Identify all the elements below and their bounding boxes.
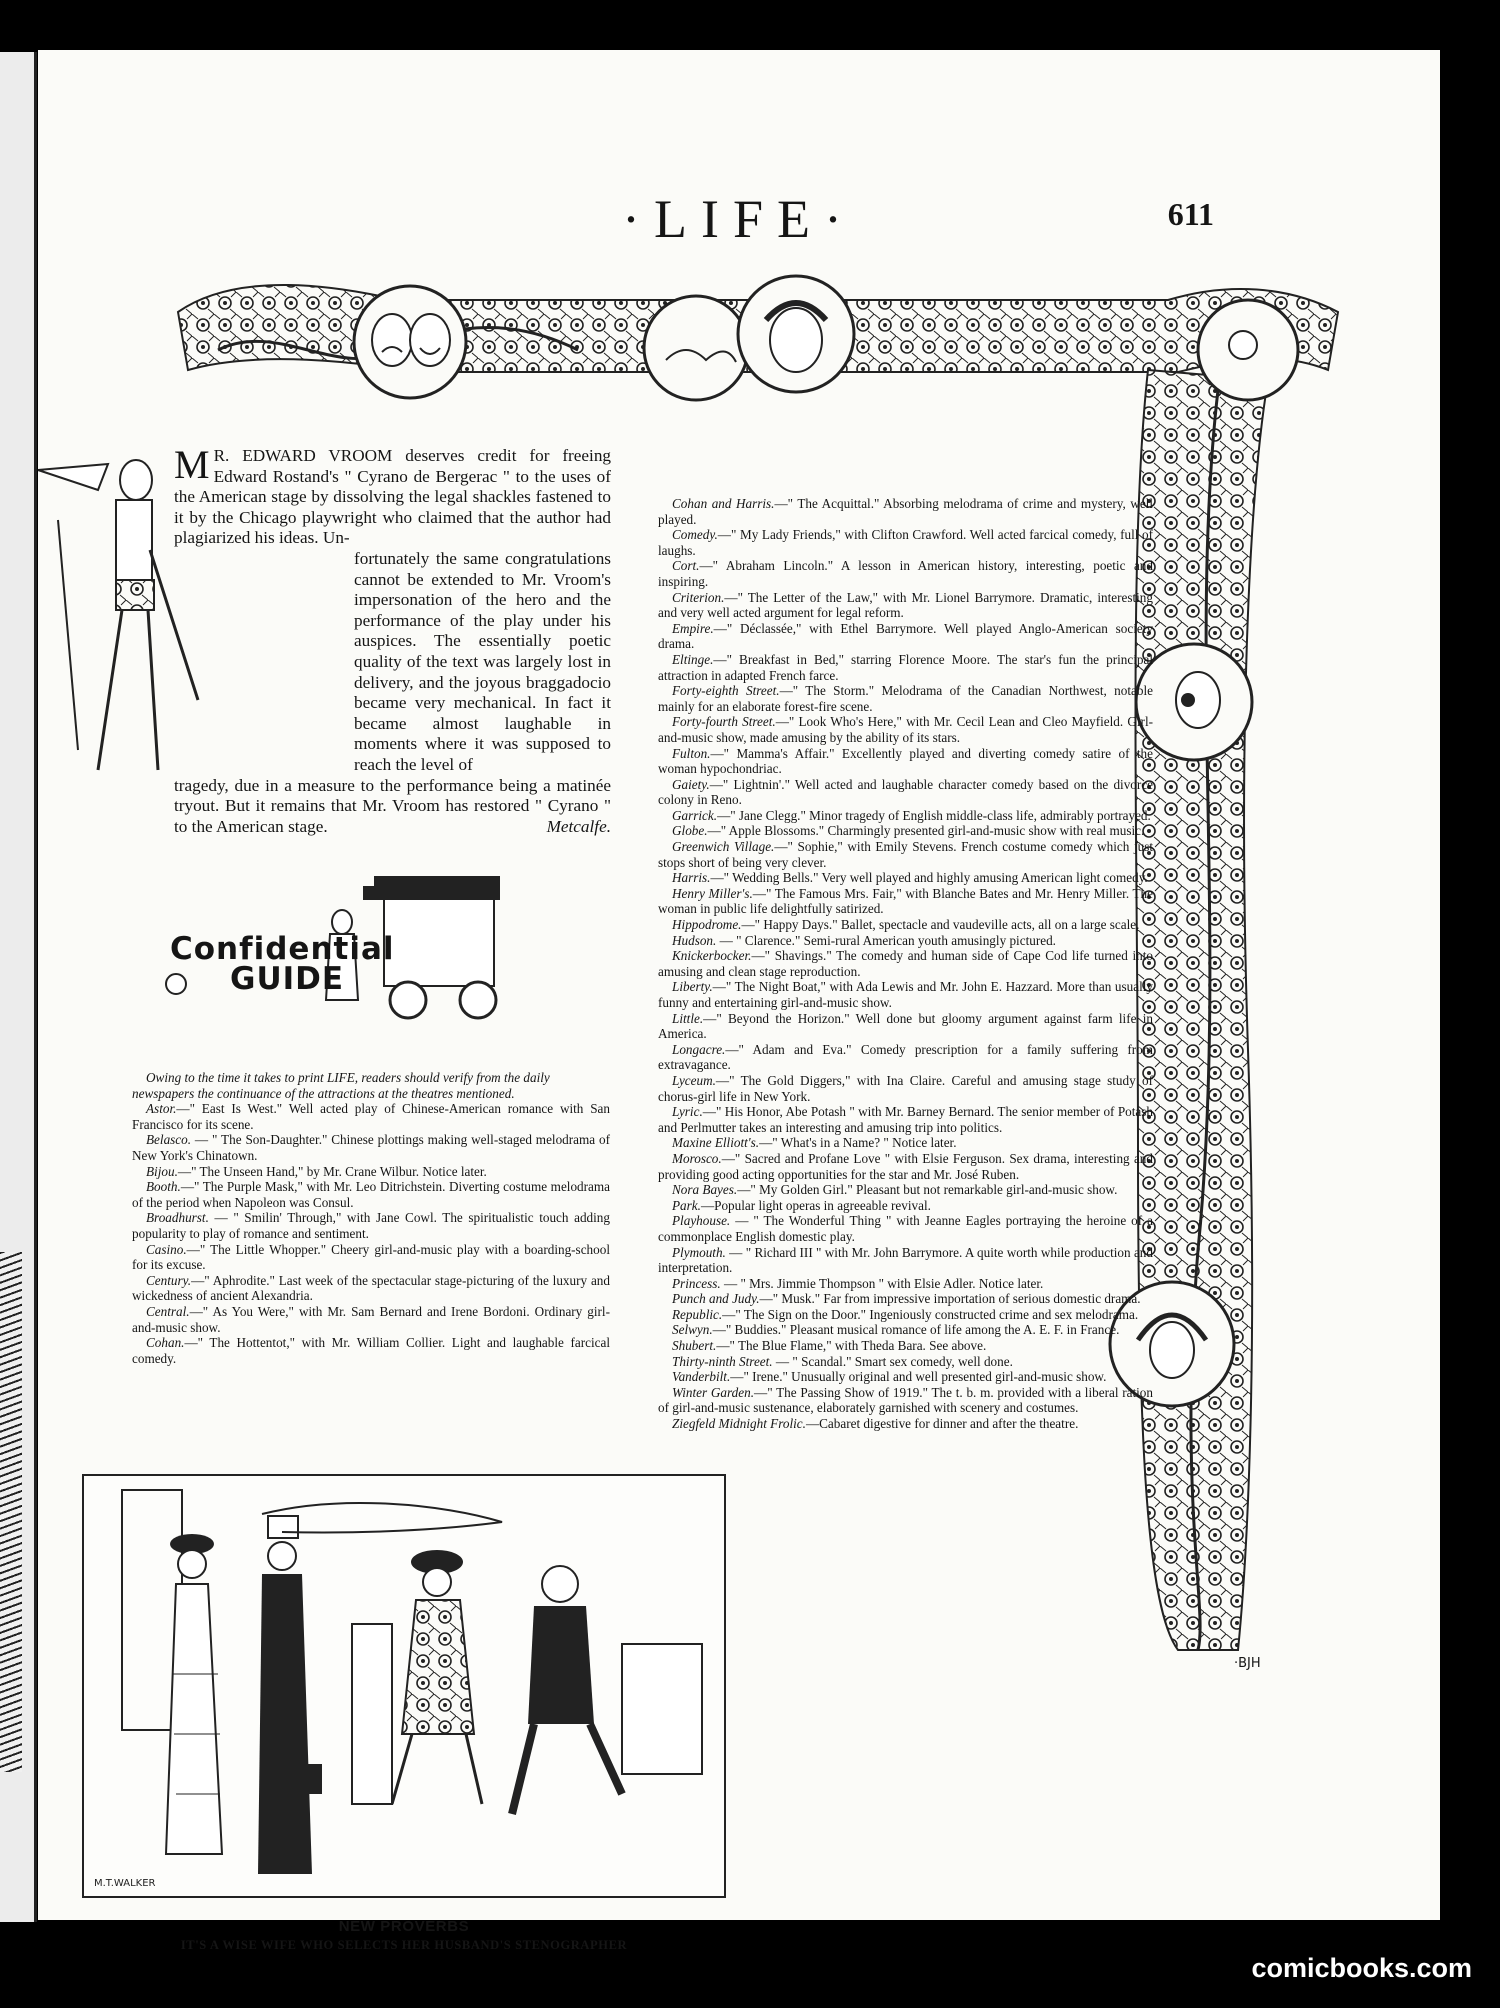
guide-entry bbox=[132, 1242, 610, 1273]
cartoon-caption: IT'S A WISE WIFE WHO SELECTS HER HUSBAND'S STENOGRAPHER bbox=[180, 1938, 628, 1952]
venue-name: Harris. bbox=[672, 870, 711, 886]
venue-name: Criterion. bbox=[672, 589, 725, 605]
entry-description: —" East Is West." Well acted play of Chinese-American romance with San Francisco for its scene. bbox=[132, 1101, 610, 1132]
new-proverbs-cartoon bbox=[82, 1474, 726, 1898]
cyrano-review bbox=[174, 442, 612, 837]
entry-description: —" The Unseen Hand," by Mr. Crane Wilbur. Notice later. bbox=[177, 1163, 487, 1179]
entry-description: —" Irene." Unusually original and well presented girl-and-music show. bbox=[730, 1369, 1107, 1385]
entry-description: — " Mrs. Jimmie Thompson " with Elsie Adler. Notice later. bbox=[720, 1275, 1044, 1291]
venue-name: Casino. bbox=[146, 1241, 187, 1257]
venue-name: Fulton. bbox=[672, 745, 711, 761]
guide-entry bbox=[658, 1338, 1153, 1354]
woman-portrait-medallion bbox=[738, 276, 854, 392]
entry-description: —" Sophie," with Emily Stevens. French costume comedy which just stops short of being very clever. bbox=[658, 839, 1153, 870]
venue-name: Astor. bbox=[146, 1101, 177, 1117]
review-text-part-b: fortunately the same congratulations cannot be extended to Mr. Vroom's impersonation of the hero and the performance of the play under his auspices. The essentially poetic quality of the text was largely lost in delivery, and the joyous braggadocio became very mechanical. In fact it became almost laughable in moments where it was supposed to reach the level of bbox=[354, 548, 611, 774]
birds-medallion bbox=[644, 296, 748, 400]
guide-entry bbox=[658, 1291, 1153, 1307]
page-number: 611 bbox=[1167, 196, 1214, 232]
entry-description: —" Jane Clegg." Minor tragedy of English middle-class life, admirably portrayed. bbox=[717, 807, 1151, 823]
guide-entries-right bbox=[658, 496, 1153, 1432]
entry-description: —" Wedding Bells." Very well played and highly amusing American light comedy. bbox=[710, 870, 1148, 886]
venue-name: Globe. bbox=[672, 823, 708, 839]
venue-name: Shubert. bbox=[672, 1338, 717, 1354]
guide-entry bbox=[658, 1042, 1153, 1073]
guide-entry bbox=[658, 1198, 1153, 1214]
guide-entry bbox=[658, 933, 1153, 949]
venue-name: Winter Garden. bbox=[672, 1384, 755, 1400]
guide-entry bbox=[658, 1104, 1153, 1135]
venue-name: Comedy. bbox=[672, 527, 718, 543]
guide-entry bbox=[132, 1132, 610, 1163]
guide-entry bbox=[658, 1245, 1153, 1276]
adjacent-page-hatching bbox=[0, 1252, 22, 1772]
venue-name: Belasco. bbox=[146, 1132, 192, 1148]
adjacent-page-edge bbox=[0, 52, 37, 1922]
venue-name: Lyceum. bbox=[672, 1072, 716, 1088]
venue-name: Vanderbilt. bbox=[672, 1369, 731, 1385]
entry-description: —Popular light operas in agreeable revival. bbox=[700, 1197, 931, 1213]
venue-name: Cohan. bbox=[146, 1335, 185, 1351]
entry-description: —" The Little Whopper." Cheery girl-and-music play with a boarding-school for its excuse. bbox=[132, 1241, 610, 1273]
venue-name: Princess. bbox=[672, 1275, 721, 1291]
guide-entry bbox=[132, 1101, 610, 1132]
venue-name: Republic. bbox=[672, 1306, 723, 1322]
guide-entry bbox=[658, 746, 1153, 777]
cherub-medallion bbox=[1198, 300, 1298, 400]
cartoon-artist-signature: M.T.WALKER bbox=[94, 1878, 156, 1889]
entry-description: —" Abraham Lincoln." A lesson in American history, interesting, poetic and inspiring. bbox=[658, 558, 1153, 589]
entry-description: — " The Son-Daughter." Chinese plottings making well-staged melodrama of New York's Chinatown. bbox=[132, 1132, 610, 1163]
guide-title-line1: Confidential bbox=[170, 931, 395, 967]
guide-title-line2: GUIDE bbox=[230, 961, 345, 997]
entry-description: — " Clarence." Semi-rural American youth amusingly pictured. bbox=[716, 932, 1056, 948]
entry-description: —" The Acquittal." Absorbing melodrama of crime and mystery, well played. bbox=[658, 496, 1153, 527]
entry-description: —" Adam and Eva." Comedy prescription for a family suffering from extravagance. bbox=[658, 1041, 1153, 1073]
guide-entry bbox=[658, 1322, 1153, 1338]
entry-description: — " Richard III " with Mr. John Barrymore. A quite worth while production and interpretation. bbox=[658, 1244, 1153, 1276]
guide-entry bbox=[658, 652, 1153, 683]
guide-entry bbox=[658, 1213, 1153, 1244]
venue-name: Little. bbox=[672, 1010, 704, 1026]
entry-description: —" The Night Boat," with Ada Lewis and Mr. John E. Hazzard. More than usually funny and entertaining girl-and-music show. bbox=[658, 979, 1153, 1010]
guide-entry bbox=[658, 870, 1153, 886]
entry-description: —" The Gold Diggers," with Ina Claire. Careful and amusing stage study of chorus-girl life in New York. bbox=[658, 1072, 1153, 1104]
entry-description: —" The Storm." Melodrama of the Canadian Northwest, notable mainly for an elaborate forest-fire scene. bbox=[658, 683, 1153, 714]
review-signature: Metcalfe. bbox=[546, 816, 611, 836]
venue-name: Plymouth. bbox=[672, 1244, 726, 1260]
guide-entry bbox=[132, 1179, 610, 1210]
magazine-page bbox=[38, 50, 1440, 1952]
venue-name: Morosco. bbox=[672, 1150, 722, 1166]
guide-entry bbox=[658, 1276, 1153, 1292]
venue-name: Empire. bbox=[672, 620, 714, 636]
masthead-title: ·LIFE· bbox=[622, 189, 856, 249]
venue-name: Selwyn. bbox=[672, 1322, 713, 1338]
entry-description: —Cabaret digestive for dinner and after the theatre. bbox=[805, 1416, 1079, 1432]
venue-name: Henry Miller's. bbox=[672, 885, 753, 901]
venue-name: Punch and Judy. bbox=[672, 1291, 760, 1307]
guide-entry bbox=[658, 714, 1153, 745]
venue-name: Maxine Elliott's. bbox=[672, 1135, 760, 1151]
venue-name: Hudson. bbox=[672, 932, 717, 948]
venue-name: Hippodrome. bbox=[672, 917, 742, 933]
entry-description: —" Happy Days." Ballet, spectacle and vaudeville acts, all on a large scale. bbox=[741, 917, 1140, 933]
guide-entry bbox=[132, 1304, 610, 1335]
entry-description: —" The Sign on the Door." Ingeniously constructed crime and sex melodrama. bbox=[722, 1306, 1139, 1322]
venue-name: Ziegfeld Midnight Frolic. bbox=[672, 1416, 806, 1432]
right-entry-list bbox=[658, 496, 1153, 1432]
guide-entry bbox=[132, 1273, 610, 1304]
guide-entry bbox=[658, 496, 1153, 527]
entry-description: —" Beyond the Horizon." Well done but gloomy argument against farm life in America. bbox=[658, 1010, 1153, 1042]
entry-description: —" The Passing Show of 1919." The t. b. m. provided with a liberal ration of girl-and-music sustenance, elaborately garnished with scenery and costumes. bbox=[658, 1384, 1153, 1416]
venue-name: Cort. bbox=[672, 558, 700, 574]
entry-description: —" The Blue Flame," with Theda Bara. See above. bbox=[716, 1338, 987, 1354]
entry-description: —" What's in a Name? " Notice later. bbox=[759, 1135, 957, 1151]
review-text-part-a: deserves credit for freeing Edward Rostand's " Cyrano de Bergerac " to the uses of the American stage by dissolving the legal shackles fastened to it by the Chicago playwright who claimed that the author had plagiarized his ideas. Un- bbox=[174, 446, 612, 548]
venue-name: Forty-fourth Street. bbox=[672, 714, 776, 730]
venue-name: Knickerbocker. bbox=[672, 948, 752, 964]
entry-description: — " Scandal." Smart sex comedy, well done. bbox=[772, 1353, 1013, 1369]
entry-description: —" Musk." Far from impressive importation of serious domestic drama. bbox=[759, 1291, 1141, 1307]
guide-entry bbox=[658, 621, 1153, 652]
theatre-masks-medallion bbox=[354, 286, 466, 398]
guide-entry bbox=[132, 1335, 610, 1366]
guide-entry bbox=[658, 590, 1153, 621]
guide-entry bbox=[658, 777, 1153, 808]
review-opening-smallcaps: R. EDWARD VROOM bbox=[213, 446, 393, 465]
entry-description: — " Smilin' Through," with Jane Cowl. The spiritualistic touch adding popularity to play of romance and sentiment. bbox=[132, 1210, 610, 1241]
guide-entry bbox=[658, 527, 1153, 558]
guide-entry bbox=[658, 823, 1153, 839]
entry-description: —" Look Who's Here," with Mr. Cecil Lean and Cleo Mayfield. Girl-and-music show, made amusing by the ability of its stars. bbox=[658, 714, 1153, 745]
venue-name: Lyric. bbox=[672, 1104, 703, 1120]
guide-entry bbox=[658, 1073, 1153, 1104]
guide-entry bbox=[658, 1151, 1153, 1182]
entry-description: —" The Purple Mask," with Mr. Leo Ditrichstein. Diverting costume melodrama of the period when Napoleon was Consul. bbox=[132, 1179, 610, 1210]
site-watermark: comicbooks.com bbox=[1251, 1953, 1472, 1983]
venue-name: Longacre. bbox=[672, 1041, 726, 1057]
entry-description: —" Lightnin'." Well acted and laughable character comedy based on the divorce colony in Reno. bbox=[658, 776, 1153, 808]
venue-name: Forty-eighth Street. bbox=[672, 683, 780, 699]
venue-name: Garrick. bbox=[672, 807, 718, 823]
entry-description: —" Aphrodite." Last week of the spectacular stage-picturing of the luxury and wickedness of ancient Alexandria. bbox=[132, 1272, 610, 1304]
entry-description: —" My Golden Girl." Pleasant but not remarkable girl-and-music show. bbox=[737, 1182, 1118, 1198]
guide-entry bbox=[658, 558, 1153, 589]
venue-name: Cohan and Harris. bbox=[672, 496, 775, 511]
entry-description: —" His Honor, Abe Potash " with Mr. Barney Bernard. The senior member of Potash and Perlmutter takes an interesting and amusing trip into politics. bbox=[658, 1104, 1153, 1135]
left-entry-list bbox=[132, 1101, 610, 1366]
guide-entry bbox=[658, 948, 1153, 979]
guide-entry bbox=[658, 1385, 1153, 1416]
confidential-guide-heading bbox=[130, 892, 600, 1052]
guide-entry bbox=[658, 839, 1153, 870]
guide-entry bbox=[132, 1210, 610, 1241]
venue-name: Thirty-ninth Street. bbox=[672, 1353, 773, 1369]
entry-description: —" Sacred and Profane Love " with Elsie Ferguson. Sex drama, interesting and providing good acting opportunities for the star and Mr. José Ruben. bbox=[658, 1150, 1153, 1182]
guide-entry bbox=[658, 1307, 1153, 1323]
venue-name: Broadhurst. bbox=[146, 1210, 209, 1226]
venue-name: Booth. bbox=[146, 1179, 181, 1195]
guide-note: Owing to the time it takes to print LIFE, readers should verify from the daily newspapers the continuance of the attractions at the theatres mentioned. bbox=[132, 1070, 550, 1101]
border-artist-signature: ·BJH bbox=[1234, 1656, 1261, 1671]
guide-entries-left bbox=[132, 1070, 610, 1366]
venue-name: Playhouse. bbox=[672, 1213, 731, 1229]
entry-description: —" Shavings." The comedy and human side of Cape Cod life turned into amusing and clean stage reproduction. bbox=[658, 948, 1153, 979]
guide-entry bbox=[658, 886, 1153, 917]
guide-entry bbox=[658, 1182, 1153, 1198]
entry-description: —" Mamma's Affair." Excellently played and diverting comedy satire of the woman hypochondriac. bbox=[658, 745, 1153, 777]
cartoon-title: NEW PROVERBS bbox=[338, 1918, 470, 1935]
entry-description: —" The Letter of the Law," with Mr. Lionel Barrymore. Dramatic, interesting and very well acted argument for legal reform. bbox=[658, 589, 1153, 621]
entry-description: —" Apple Blossoms." Charmingly presented girl-and-music show with real music. bbox=[707, 823, 1145, 839]
review-dropcap: M bbox=[174, 442, 210, 487]
venue-name: Central. bbox=[146, 1303, 190, 1319]
entry-description: —" The Hottentot," with Mr. William Collier. Light and laughable farcical comedy. bbox=[132, 1335, 610, 1366]
review-text-part-c: tragedy, due in a measure to the performance being a matinée tryout. But it remains that Mr. Vroom has restored " Cyrano " to the American stage. bbox=[174, 775, 611, 836]
entry-description: —" My Lady Friends," with Clifton Crawford. Well acted farcical comedy, full of laughs. bbox=[658, 527, 1153, 558]
venue-name: Bijou. bbox=[146, 1163, 178, 1179]
venue-name: Park. bbox=[672, 1197, 701, 1213]
venue-name: Gaiety. bbox=[672, 776, 710, 792]
venue-name: Century. bbox=[146, 1272, 192, 1288]
guide-entry bbox=[658, 1135, 1153, 1151]
guide-title bbox=[170, 931, 395, 997]
entry-description: —" Buddies." Pleasant musical romance of life among the A. E. F. in France. bbox=[712, 1322, 1120, 1338]
guide-entry bbox=[658, 808, 1153, 824]
entry-description: —" Breakfast in Bed," starring Florence Moore. The star's fun the principal attraction in adapted French farce. bbox=[658, 651, 1153, 683]
guide-entry bbox=[132, 1164, 610, 1180]
entry-description: — " The Wonderful Thing " with Jeanne Eagles portraying the heroine of a commonplace English domestic play. bbox=[658, 1213, 1153, 1244]
entry-description: —" As You Were," with Mr. Sam Bernard and Irene Bordoni. Ordinary girl-and-music show. bbox=[132, 1303, 610, 1335]
guide-entry bbox=[658, 1354, 1153, 1370]
guide-entry bbox=[658, 1011, 1153, 1042]
guide-entry bbox=[658, 1369, 1153, 1385]
guide-entry bbox=[658, 1416, 1153, 1432]
entry-description: —" The Famous Mrs. Fair," with Blanche Bates and Mr. Henry Miller. The woman in public life delightfully satirized. bbox=[658, 885, 1154, 917]
pierrot-medallion bbox=[1136, 644, 1252, 760]
venue-name: Eltinge. bbox=[672, 651, 714, 667]
venue-name: Nora Bayes. bbox=[672, 1182, 738, 1198]
venue-name: Liberty. bbox=[672, 979, 713, 995]
venue-name: Greenwich Village. bbox=[672, 839, 775, 855]
guide-entry bbox=[658, 683, 1153, 714]
entry-description: —" Déclassée," with Ethel Barrymore. Well played Anglo-American society drama. bbox=[658, 620, 1153, 652]
guide-entry bbox=[658, 979, 1153, 1010]
guide-entry bbox=[658, 917, 1153, 933]
